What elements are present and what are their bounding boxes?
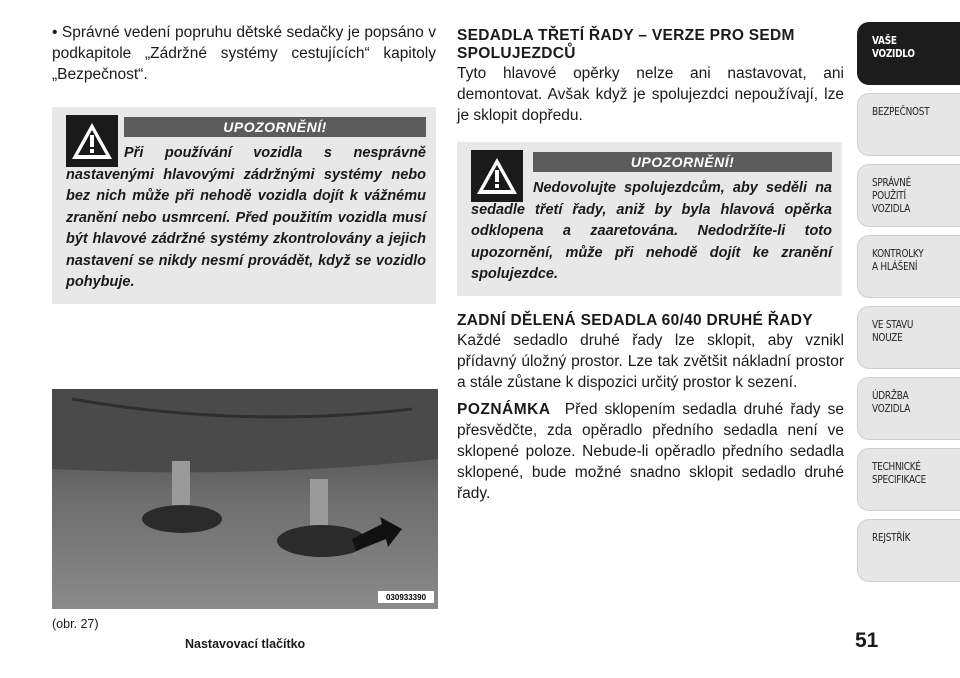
tab-label: KONTROLKY A HLÁŠENÍ	[872, 248, 924, 273]
warning-text: Při používání vozidla s nesprávně nastavenými hlavovými zádržnými systémy nebo bez nich může při nehodě vozidla dojít k vážnému zranění nebo usmrcení. Před použitím vozidla musí být hlavové zádržné systémy zkontrolovány a jejich nastavení se nikdy nesmí provádět, když se vozidlo pohybuje.	[66, 145, 426, 290]
tab-bezpecnost[interactable]	[857, 93, 960, 156]
figure-caption: Nastavovací tlačítko	[185, 637, 306, 651]
tab-ve-stavu-nouze[interactable]	[857, 306, 960, 369]
tab-spravne-pouziti[interactable]	[857, 164, 960, 227]
tab-label: VAŠE VOZIDLO	[872, 35, 915, 60]
tab-label: BEZPEČNOST	[872, 106, 930, 118]
chapter-tabs	[857, 22, 960, 590]
tab-label: ÚDRŽBA VOZIDLA	[872, 390, 911, 415]
warning-triangle-icon	[66, 115, 118, 167]
tab-technicke-specifikace[interactable]	[857, 448, 960, 511]
tab-label: VE STAVU NOUZE	[872, 319, 914, 344]
warning-text: Nedovolujte spolujezdcům, aby seděli na sedadle třetí řady, aniž by byla hlavová opěrka odklopena a zaaretována. Nedodržíte-li toto upozornění, může při nehodě dojít ke zranění spolujezdce.	[471, 180, 832, 282]
third-row-paragraph: Tyto hlavové opěrky nelze ani nastavovat, ani demontovat. Avšak když je spolujezdci nepoužívají, lze je sklopit dopředu.	[457, 65, 844, 124]
page-number: 51	[855, 629, 879, 652]
warning-box-left	[52, 107, 436, 304]
second-row-paragraph: Každé sedadlo druhé řady lze sklopit, aby vznikl přídavný úložný prostor. Lze tak zvětšit nákladní prostor a stále zůstane k dispozici určitý prostor k sezení.	[457, 331, 844, 391]
headrest-photo	[52, 389, 438, 609]
warning-triangle-icon	[471, 150, 523, 202]
tab-label: TECHNICKÉ SPECIFIKACE	[872, 461, 927, 486]
tab-kontrolky[interactable]	[857, 235, 960, 298]
note-text: Před sklopením sedadla druhé řady se přesvědčte, zda opěradlo předního sedadla není ve sklopené poloze. Nebude-li opěradlo předního sedadla sklopené, bude možné snadno sklopit sedadlo druhé řady.	[457, 400, 844, 502]
left-column	[52, 22, 436, 304]
tab-label: SPRÁVNÉ POUŽITÍ VOZIDLA	[872, 177, 912, 215]
intro-paragraph: • Správné vedení popruhu dětské sedačky je popsáno v podkapitole „Zádržné systémy cestujících“ kapitoly „Bezpečnost“.	[52, 24, 436, 83]
figure-number: (obr. 27)	[52, 617, 99, 631]
warning-box-right	[457, 142, 842, 296]
tab-vase-vozidlo[interactable]	[857, 22, 960, 85]
note-paragraph	[457, 399, 844, 504]
warning-header: UPOZORNĚNÍ!	[533, 152, 832, 172]
section-heading-third-row: SEDADLA TŘETÍ ŘADY – VERZE PRO SEDM SPOLUJEZDCŮ	[457, 27, 795, 62]
tab-label: REJSTŘÍK	[872, 532, 911, 544]
right-column	[457, 22, 844, 504]
section-heading-second-row: ZADNÍ DĚLENÁ SEDADLA 60/40 DRUHÉ ŘADY	[457, 311, 813, 329]
note-label: POZNÁMKA	[457, 400, 551, 418]
tab-rejstrik[interactable]	[857, 519, 960, 582]
tab-udrzba[interactable]	[857, 377, 960, 440]
warning-header: UPOZORNĚNÍ!	[124, 117, 426, 137]
figure-code: 030933390	[385, 593, 427, 602]
